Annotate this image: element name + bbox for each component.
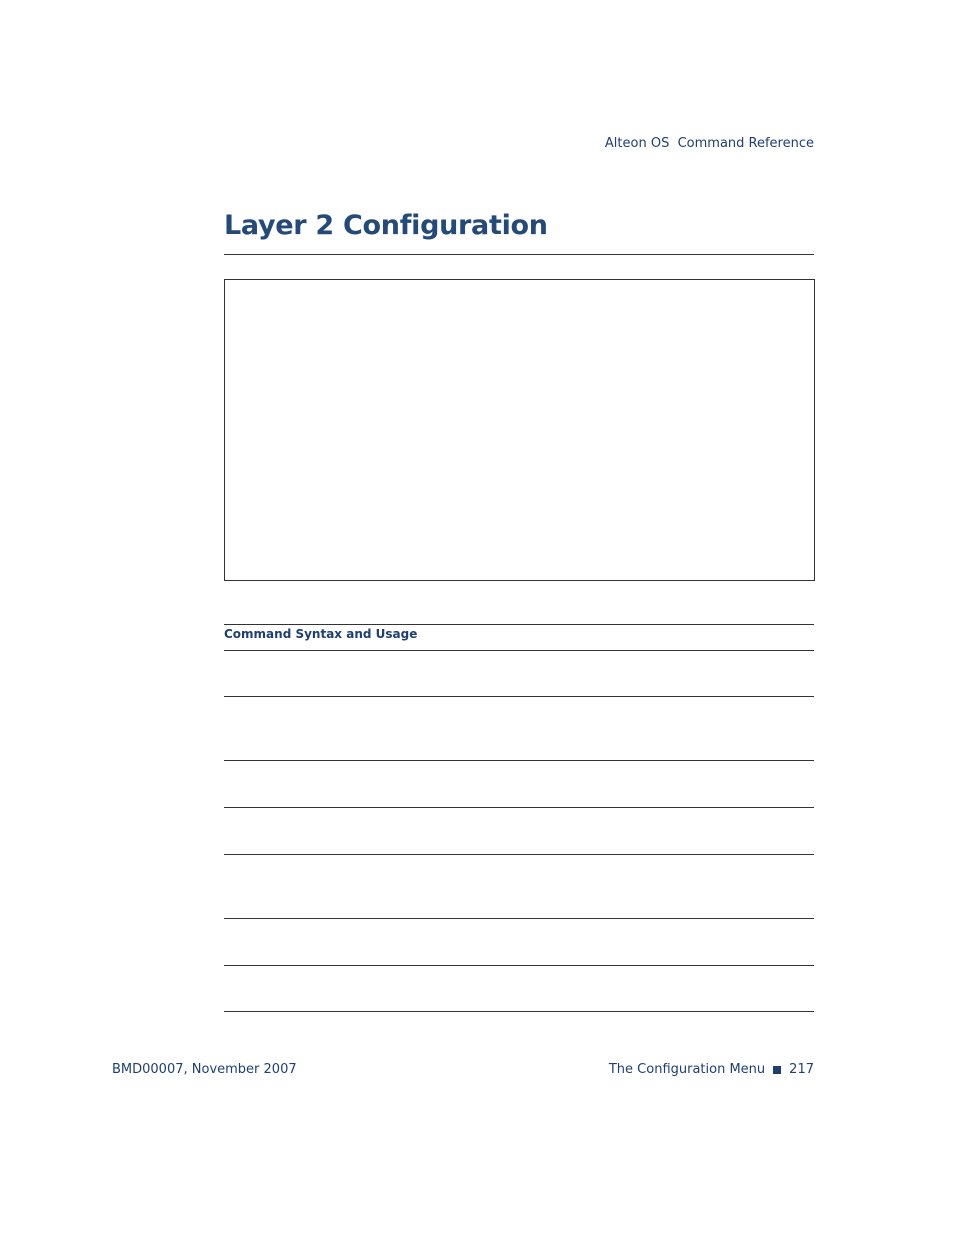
table-header: Command Syntax and Usage: [224, 624, 814, 651]
footer-left: BMD00007, November 2007: [112, 1062, 297, 1077]
page-number: 217: [789, 1062, 814, 1077]
table-row: [224, 651, 814, 697]
menu-box: [224, 279, 815, 581]
square-bullet-icon: [773, 1066, 781, 1074]
table-row: [224, 919, 814, 966]
table-row: [224, 697, 814, 761]
footer-right: [609, 1062, 814, 1077]
table-row: [224, 966, 814, 1012]
table-row: [224, 808, 814, 855]
command-table: [224, 624, 814, 1012]
table-row: [224, 855, 814, 919]
title-rule: [224, 254, 814, 255]
footer-section: The Configuration Menu: [608, 1062, 766, 1077]
running-header: Alteon OS Command Reference: [604, 136, 814, 151]
table-row: [224, 761, 814, 808]
page-title: Layer 2 Configuration: [224, 210, 548, 241]
